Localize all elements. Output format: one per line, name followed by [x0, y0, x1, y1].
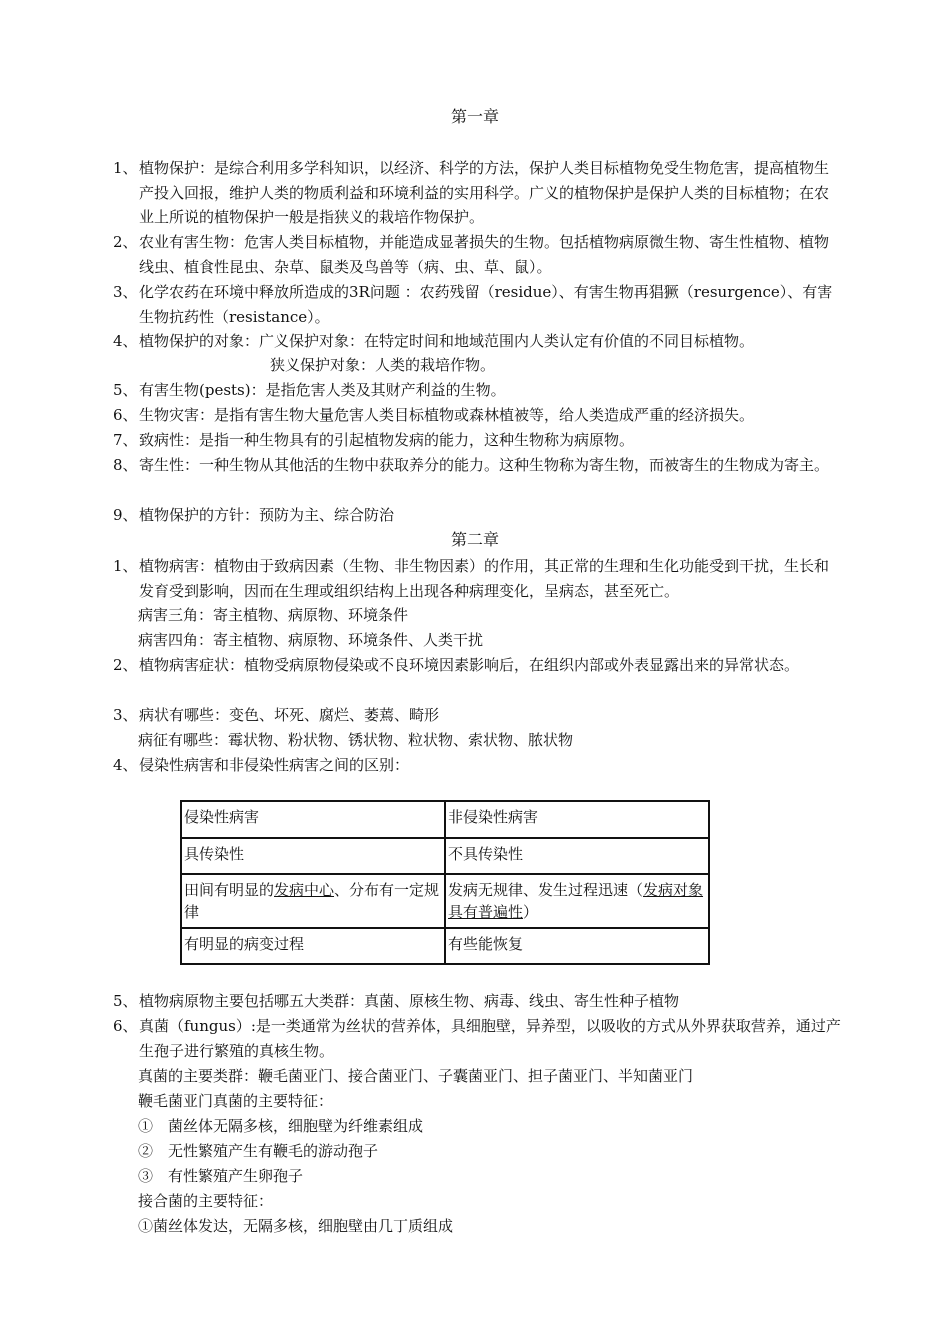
item-text: 农业有害生物：危害人类目标植物，并能造成显著损失的生物。包括植物病原微生物、寄生性植物、植物线虫、植食性昆虫、杂草、鼠类及鸟兽等（病、虫、草、鼠）。: [139, 233, 830, 276]
ch1-item-8: [113, 453, 843, 478]
item-number: 4、: [113, 332, 138, 350]
ch1-item-7: [113, 428, 843, 453]
item-number: 6、: [113, 406, 138, 424]
mastigomycotina-feature-3: ③ 有性繁殖产生卵孢子: [138, 1167, 304, 1185]
ch2-item-2: [113, 653, 843, 678]
table-cell: 有明显的病变过程: [181, 928, 445, 964]
table-cell: 有些能恢复: [445, 928, 709, 964]
chapter1-title: 第一章: [450, 107, 499, 126]
fungi-groups: 真菌的主要类群：鞭毛菌亚门、接合菌亚门、子囊菌亚门、担子菌亚门、半知菌亚门: [138, 1067, 694, 1085]
ch2-item-1: [113, 554, 843, 603]
mastigomycotina-title: 鞭毛菌亚门真菌的主要特征：: [138, 1092, 334, 1110]
table-header-row: [181, 801, 709, 838]
ch1-item-9: [113, 503, 843, 528]
item-text: 植物保护的对象：广义保护对象：在特定时间和地域范围内人类认定有价值的不同目标植物。: [139, 332, 755, 350]
ch1-item-2: [113, 230, 843, 279]
ch1-item-1: [113, 156, 843, 230]
table-cell: [181, 874, 445, 928]
item-text: 植物病原物主要包括哪五大类群：真菌、原核生物、病毒、线虫、寄生性种子植物: [139, 992, 680, 1010]
zygomycotina-feature-1: ①菌丝体发达，无隔多核，细胞壁由几丁质组成: [138, 1217, 454, 1235]
item-number: 4、: [113, 756, 138, 774]
item-text: 植物保护的方针：预防为主、综合防治: [139, 506, 395, 524]
item-text: 植物保护：是综合利用多学科知识，以经济、科学的方法，保护人类目标植物免受生物危害，提高植物生产投入回报，维护人类的物质利益和环境利益的实用科学。广义的植物保护是保护人类的目标植物；在农业上所说的植物保护一般是指狭义的栽培作物保护。: [139, 159, 830, 226]
cell-text: 发病无规律、发生过程迅速（: [448, 881, 644, 899]
item-number: 7、: [113, 431, 138, 449]
table-cell: 非侵染性病害: [445, 801, 709, 838]
ch1-item-4: [113, 329, 843, 354]
item-text: 侵染性病害和非侵染性病害之间的区别：: [139, 756, 410, 774]
item-text: 寄生性：一种生物从其他活的生物中获取养分的能力。这种生物称为寄生物，而被寄生的生物成为寄主。: [139, 456, 830, 474]
cell-text: 、分布有一定规律: [184, 881, 440, 921]
disease-tetrahedron: 病害四角：寄主植物、病原物、环境条件、人类干扰: [138, 631, 484, 649]
item-text: 病状有哪些：变色、坏死、腐烂、萎蔫、畸形: [139, 706, 440, 724]
item-number: 8、: [113, 456, 138, 474]
comparison-table: [180, 800, 710, 965]
item-text: 有害生物(pests)：是指危害人类及其财产利益的生物。: [139, 381, 506, 399]
item-number: 2、: [113, 656, 138, 674]
table-cell: 不具传染性: [445, 838, 709, 874]
table-cell: 侵染性病害: [181, 801, 445, 838]
item-number: 3、: [113, 283, 138, 301]
ch2-item-3: [113, 703, 843, 728]
item-number: 1、: [113, 159, 138, 177]
item-text: 真菌（fungus）:是一类通常为丝状的营养体，具细胞壁，异养型，以吸收的方式从外界获取营养，通过产生孢子进行繁殖的真核生物。: [139, 1017, 841, 1060]
cell-text: 田间有明显的: [184, 881, 275, 899]
table-row: [181, 928, 709, 964]
table-cell: 具传染性: [181, 838, 445, 874]
item-number: 6、: [113, 1017, 138, 1035]
mastigomycotina-feature-1: ① 菌丝体无隔多核，细胞壁为纤维素组成: [138, 1117, 424, 1135]
item-number: 2、: [113, 233, 138, 251]
item-text: 植物病害：植物由于致病因素（生物、非生物因素）的作用，其正常的生理和生化功能受到干扰，生长和发育受到影响，因而在生理或组织结构上出现各种病理变化，呈病态，甚至死亡。: [139, 557, 830, 600]
zygomycotina-title: 接合菌的主要特征：: [138, 1192, 274, 1210]
item-text: 化学农药在环境中释放所造成的3R问题 ：农药残留（residue）、有害生物再猖獗（resurgence）、有害生物抗药性（resistance）。: [139, 283, 833, 326]
underlined-text: 发病中心: [274, 881, 335, 899]
ch2-item-5: [113, 989, 843, 1014]
item-number: 9、: [113, 506, 138, 524]
chapter2-title: 第二章: [450, 530, 499, 549]
item-number: 5、: [113, 381, 138, 399]
table-row: [181, 874, 709, 928]
ch2-item-6: [113, 1014, 843, 1063]
ch1-item-4-sub: 狭义保护对象：人类的栽培作物。: [270, 356, 496, 374]
table-cell: [445, 874, 709, 928]
table-row: [181, 838, 709, 874]
cell-text: ）: [523, 903, 539, 921]
item-text: 致病性：是指一种生物具有的引起植物发病的能力，这种生物称为病原物。: [139, 431, 635, 449]
mastigomycotina-feature-2: ② 无性繁殖产生有鞭毛的游动孢子: [138, 1142, 379, 1160]
ch1-item-3: [113, 280, 843, 329]
ch1-item-6: [113, 403, 843, 428]
underlined-text: 发病对象具有普遍性: [448, 881, 704, 921]
item-number: 5、: [113, 992, 138, 1010]
disease-triangle: 病害三角：寄主植物、病原物、环境条件: [138, 606, 409, 624]
item-number: 1、: [113, 557, 138, 575]
ch1-item-5: [113, 378, 843, 403]
disease-signs: 病征有哪些：霉状物、粉状物、锈状物、粒状物、索状物、脓状物: [138, 731, 574, 749]
item-text: 植物病害症状：植物受病原物侵染或不良环境因素影响后，在组织内部或外表显露出来的异常状态。: [139, 656, 800, 674]
item-text: 生物灾害：是指有害生物大量危害人类目标植物或森林植被等，给人类造成严重的经济损失。: [139, 406, 755, 424]
ch2-item-4: [113, 753, 843, 778]
item-number: 3、: [113, 706, 138, 724]
